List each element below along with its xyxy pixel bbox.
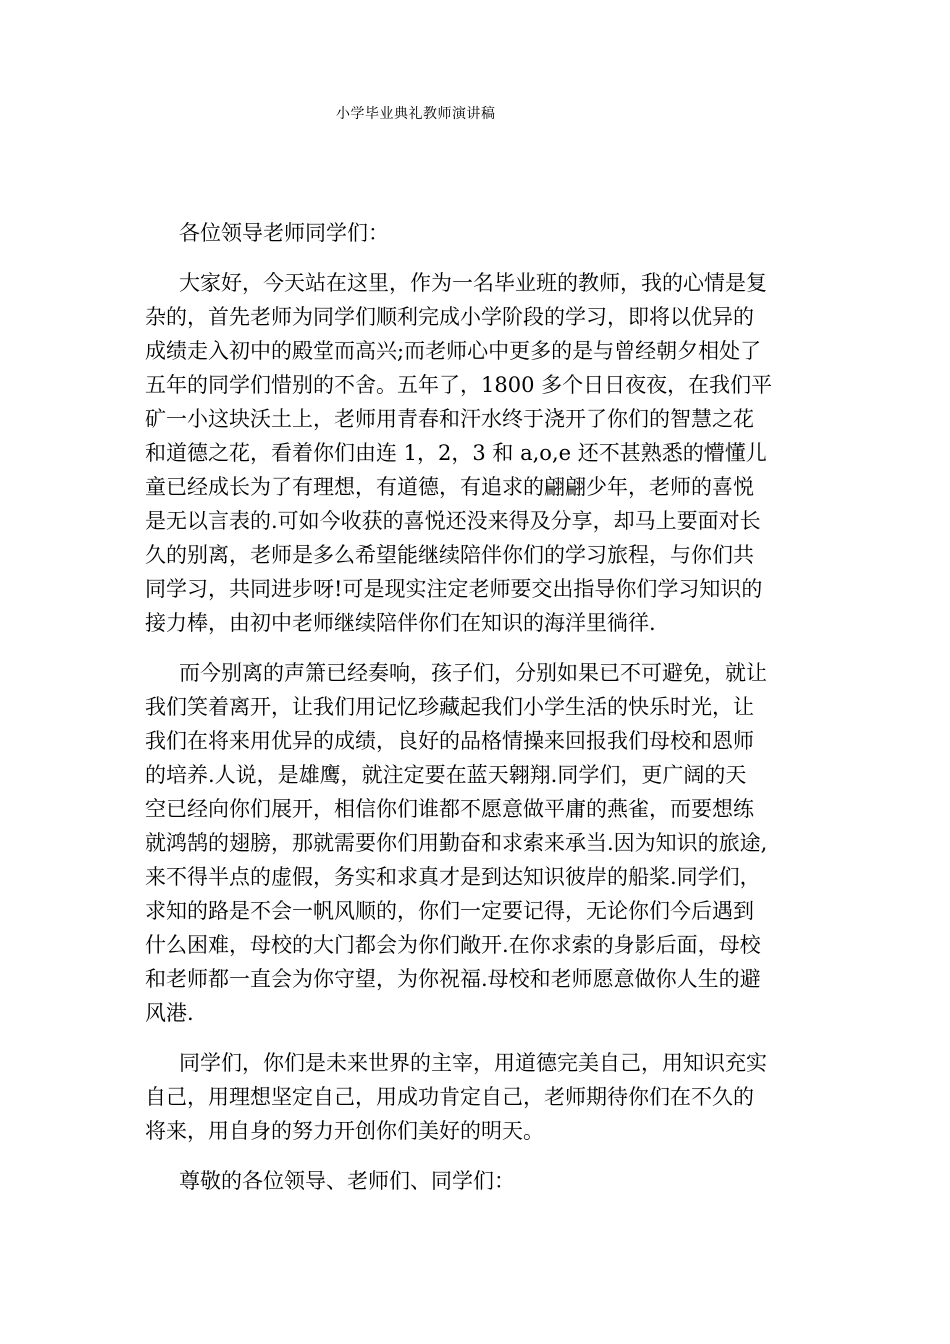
text-line: 各位领导老师同学们： xyxy=(179,221,389,245)
text-line: 风港. xyxy=(145,1001,194,1025)
text-line: 我们笑着离开，让我们用记忆珍藏起我们小学生活的快乐时光，让 xyxy=(145,695,754,719)
text-line: 和道德之花，看着你们由连 1，2，3 和 a,o,e 还不甚熟悉的懵懂儿 xyxy=(145,441,767,465)
text-line: 什么困难，母校的大门都会为你们敞开.在你求索的身影后面，母校 xyxy=(145,933,761,957)
text-line: 接力棒，由初中老师继续陪伴你们在知识的海洋里徜徉. xyxy=(145,611,656,635)
text-line: 同学习，共同进步呀!可是现实注定老师要交出指导你们学习知识的 xyxy=(145,577,763,601)
text-line: 自己，用理想坚定自己，用成功肯定自己，老师期待你们在不久的 xyxy=(145,1085,754,1109)
text-line: 和老师都一直会为你守望，为你祝福.母校和老师愿意做你人生的避 xyxy=(145,967,761,991)
document-header-title: 小学毕业典礼教师演讲稿 xyxy=(336,106,496,122)
paragraph-2 xyxy=(145,656,815,1030)
text-line: 成绩走入初中的殿堂而高兴;而老师心中更多的是与曾经朝夕相处了 xyxy=(145,339,762,363)
text-line: 同学们，你们是未来世界的主宰，用道德完美自己，用知识充实 xyxy=(179,1051,767,1075)
paragraph-1 xyxy=(145,266,815,640)
text-line: 尊敬的各位领导、老师们、同学们： xyxy=(179,1169,515,1193)
paragraph-salutation-2 xyxy=(145,1164,815,1198)
paragraph-salutation xyxy=(145,216,815,250)
text-line: 我们在将来用优异的成绩，良好的品格情操来回报我们母校和恩师 xyxy=(145,729,754,753)
text-line: 久的别离，老师是多么希望能继续陪伴你们的学习旅程，与你们共 xyxy=(145,543,754,567)
document-body xyxy=(145,216,815,1198)
text-line: 杂的，首先老师为同学们顺利完成小学阶段的学习，即将以优异的 xyxy=(145,305,754,329)
text-line: 空已经向你们展开，相信你们谁都不愿意做平庸的燕雀，而要想练 xyxy=(145,797,754,821)
text-line: 童已经成长为了有理想，有道德，有追求的翩翩少年，老师的喜悦 xyxy=(145,475,754,499)
text-line: 而今别离的声箫已经奏响，孩子们，分别如果已不可避免，就让 xyxy=(179,661,767,685)
paragraph-3 xyxy=(145,1046,815,1148)
text-line: 是无以言表的.可如今收获的喜悦还没来得及分享，却马上要面对长 xyxy=(145,509,761,533)
text-line: 五年的同学们惜别的不舍。五年了，1800 多个日日夜夜，在我们平 xyxy=(145,373,773,397)
text-line: 求知的路是不会一帆风顺的，你们一定要记得，无论你们今后遇到 xyxy=(145,899,754,923)
text-line: 就鸿鹄的翅膀，那就需要你们用勤奋和求索来承当.因为知识的旅途, xyxy=(145,831,768,855)
text-line: 大家好，今天站在这里，作为一名毕业班的教师，我的心情是复 xyxy=(179,271,767,295)
text-line: 矿一小这块沃土上，老师用青春和汗水终于浇开了你们的智慧之花 xyxy=(145,407,754,431)
text-line: 的培养.人说，是雄鹰，就注定要在蓝天翱翔.同学们，更广阔的天 xyxy=(145,763,747,787)
text-line: 将来，用自身的努力开创你们美好的明天。 xyxy=(145,1119,544,1143)
text-line: 来不得半点的虚假，务实和求真才是到达知识彼岸的船桨.同学们， xyxy=(145,865,761,889)
